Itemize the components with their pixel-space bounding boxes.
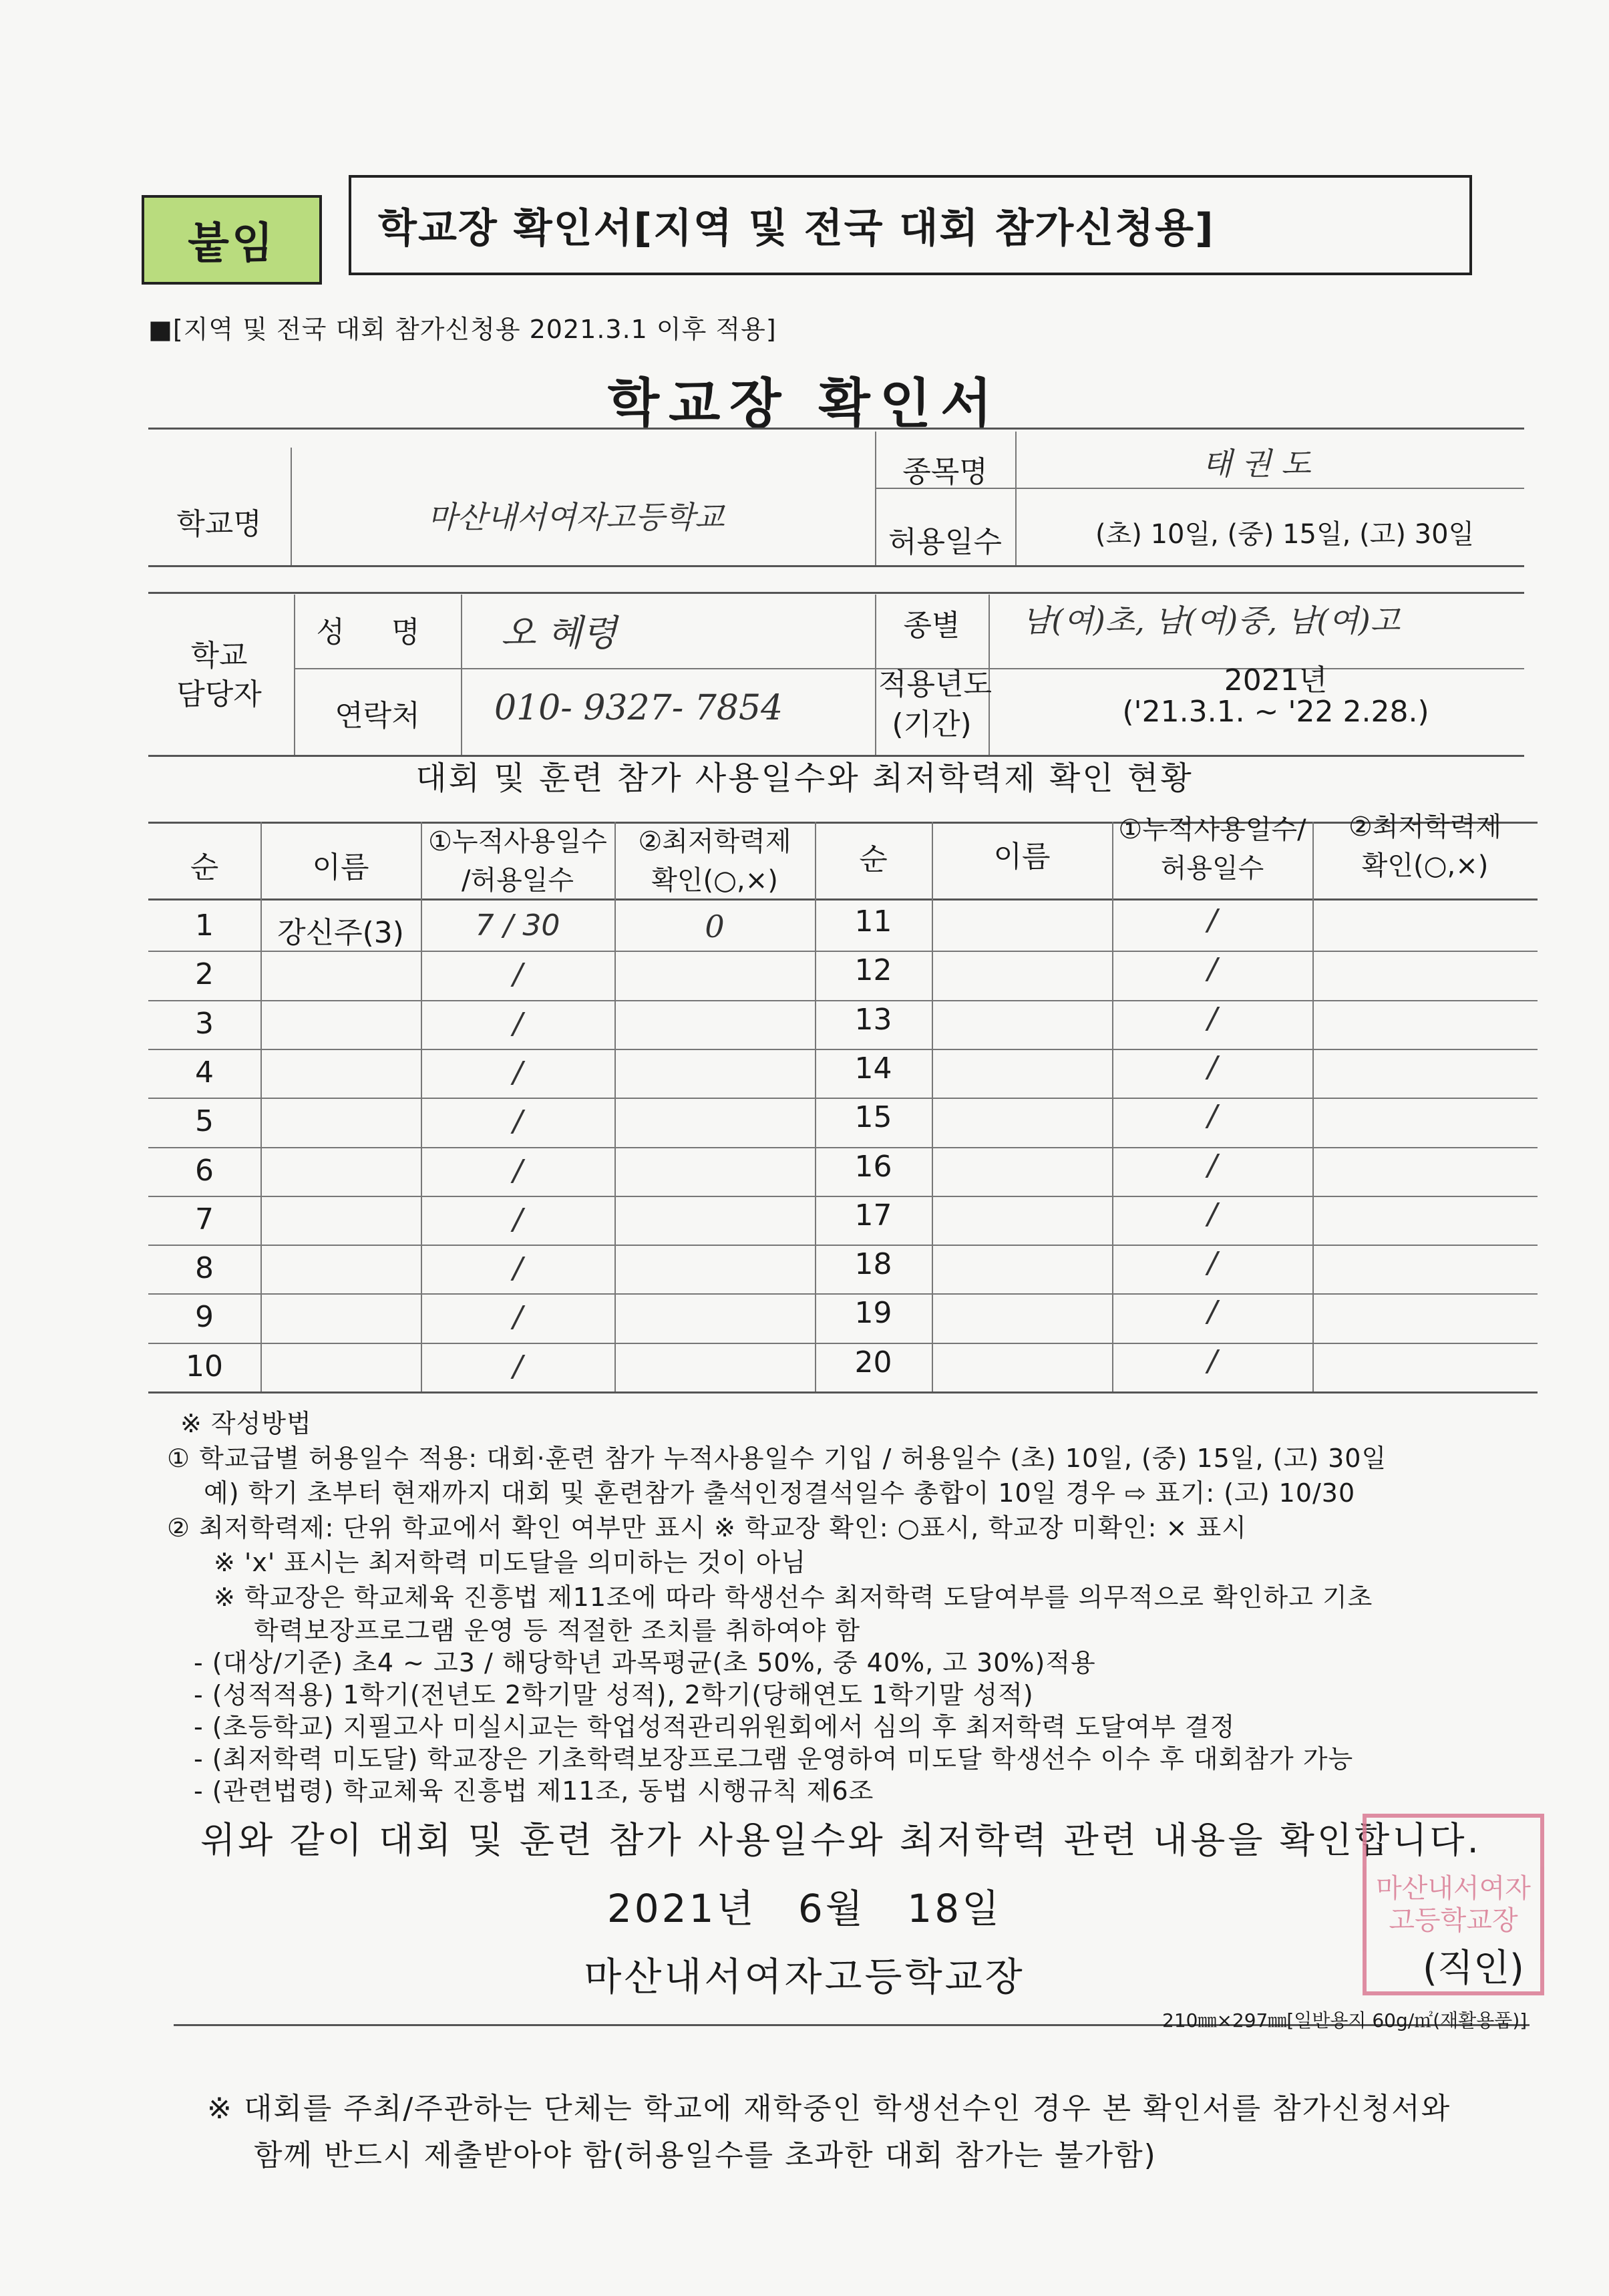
divider xyxy=(614,822,616,1391)
table-row-rule xyxy=(148,1049,1538,1050)
note-line: - (성적적용) 1학기(전년도 2학기말 성적), 2학기(당해연도 1학기말 성적) xyxy=(194,1680,1034,1709)
divider xyxy=(932,822,933,1391)
paper-spec: 210㎜×297㎜[일반용지 60g/㎡(재활용품)] xyxy=(1162,2009,1528,2031)
divider xyxy=(148,428,1524,430)
row-no: 16 xyxy=(854,1150,892,1184)
sport-label: 종목명 xyxy=(902,455,988,489)
row-no: 15 xyxy=(854,1100,892,1134)
row-no: 12 xyxy=(854,953,892,987)
confirm-text: 위와 같이 대회 및 훈련 참가 사용일수와 최저학력 관련 내용을 확인합니다. xyxy=(200,1819,1481,1861)
divider xyxy=(875,595,876,755)
sport-value: 태 권 도 xyxy=(1202,446,1311,482)
attachment-tag: 붙임 xyxy=(142,195,322,285)
note-line: 학력보장프로그램 운영 등 적절한 조치를 취하여야 함 xyxy=(254,1616,861,1645)
table-row-rule xyxy=(148,1245,1538,1246)
row-days: / xyxy=(1207,1295,1218,1329)
contact-value: 010- 9327- 7854 xyxy=(494,688,783,728)
table-row-rule xyxy=(148,1196,1538,1197)
header-no: 순 xyxy=(190,850,219,884)
row-no: 9 xyxy=(195,1300,214,1334)
year-label: (기간) xyxy=(892,707,972,742)
divider xyxy=(875,432,876,565)
note-line: ① 학교급별 허용일수 적용: 대회·훈련 참가 누적사용일수 기입 / 허용일수 (초) 10일, (중) 15일, (고) 30일 xyxy=(167,1444,1387,1473)
row-no: 13 xyxy=(854,1003,892,1037)
row-days: / xyxy=(512,1007,523,1041)
header-days: ①누적사용일수 xyxy=(428,826,607,857)
table-row-rule xyxy=(148,1293,1538,1295)
divider xyxy=(461,595,462,755)
note-line: ※ 학교장은 학교체육 진흥법 제11조에 따라 학생선수 최저학력 도달여부를 의무적으로 확인하고 기초 xyxy=(214,1583,1373,1612)
note-line: ※ 'x' 표시는 최저학력 미도달을 의미하는 것이 아님 xyxy=(214,1548,807,1577)
header-no-right: 순 xyxy=(859,842,888,876)
note-line: ② 최저학력제: 단위 학교에서 확인 여부만 표시 ※ 학교장 확인: ○표시, 학교장 미확인: × 표시 xyxy=(167,1513,1247,1542)
table-header-rule xyxy=(148,898,1538,900)
manager-name-value: 오 혜령 xyxy=(501,612,617,654)
row-days: / xyxy=(1207,1197,1218,1231)
header-min-right: 확인(○,×) xyxy=(1361,850,1489,881)
school-name-label: 학교명 xyxy=(176,507,262,541)
divider xyxy=(1015,432,1017,565)
issue-date: 2021년 6월 18일 xyxy=(606,1886,1003,1931)
row-days: / xyxy=(1207,1099,1218,1133)
header-name-right: 이름 xyxy=(993,840,1051,874)
divider xyxy=(294,595,295,755)
table-row-rule xyxy=(148,1098,1538,1099)
divider xyxy=(148,565,1524,567)
row-no: 18 xyxy=(854,1247,892,1281)
manager-label: 학교 xyxy=(190,639,248,673)
category-value: 남(여)초, 남(여)중, 남(여)고 xyxy=(1022,603,1401,639)
row-no: 17 xyxy=(854,1198,892,1233)
school-name-value: 마산내서여자고등학교 xyxy=(427,499,725,535)
row-days: / xyxy=(512,1202,523,1237)
row-no: 3 xyxy=(195,1007,214,1041)
row-days: / xyxy=(512,1300,523,1334)
header-name: 이름 xyxy=(312,850,369,884)
row-days: / xyxy=(1207,1001,1218,1035)
row-days: / xyxy=(512,1251,523,1285)
note-line: - (초등학교) 지필고사 미실시교는 학업성적관리위원회에서 심의 후 최저학력 도달여부 결정 xyxy=(194,1712,1236,1742)
table-bottom-rule xyxy=(148,1391,1538,1393)
footer-note: ※ 대회를 주최/주관하는 단체는 학교에 재학중인 학생선수인 경우 본 확인서를 참가신청서와 xyxy=(207,2092,1451,2126)
header-min-right: ②최저학력제 xyxy=(1348,812,1502,842)
row-days: / xyxy=(1207,1344,1218,1378)
sub-note: ■[지역 및 전국 대회 참가신청용 2021.3.1 이후 적용] xyxy=(148,315,777,344)
seal-mark: (직인) xyxy=(1423,1947,1524,1990)
header-days-right: ①누적사용일수/ xyxy=(1118,814,1306,845)
note-line: ※ 작성방법 xyxy=(180,1409,312,1438)
page-title: 학교장 확인서 xyxy=(607,373,1002,435)
row-days: 7 / 30 xyxy=(475,909,560,943)
manager-label: 담당자 xyxy=(176,677,262,711)
row-days: / xyxy=(1207,1050,1218,1084)
footer-note: 함께 반드시 제출받아야 함(허용일수를 초과한 대회 참가는 불가함) xyxy=(254,2138,1157,2172)
allowed-days-label: 허용일수 xyxy=(888,525,1002,559)
row-no: 6 xyxy=(195,1154,214,1188)
row-no: 19 xyxy=(854,1296,892,1330)
row-no: 1 xyxy=(195,909,214,943)
row-days: / xyxy=(512,1349,523,1383)
year-period: ('21.3.1. ~ '22 2.28.) xyxy=(1122,695,1429,729)
row-no: 10 xyxy=(186,1349,223,1383)
note-line: 예) 학기 초부터 현재까지 대회 및 훈련참가 출석인정결석일수 총합이 10일 경우 ⇨ 표기: (고) 10/30 xyxy=(204,1478,1356,1508)
year-label: 적용년도 xyxy=(878,667,993,701)
seal-text: 마산내서여자고등학교장 xyxy=(1376,1873,1531,1936)
row-name: 강신주(3) xyxy=(277,916,404,950)
row-days: / xyxy=(1207,952,1218,986)
row-no: 20 xyxy=(854,1345,892,1379)
header-min: 확인(○,×) xyxy=(651,865,778,896)
note-line: - (관련법령) 학교체육 진흥법 제11조, 동법 시행규칙 제6조 xyxy=(194,1776,874,1806)
note-line: - (대상/기준) 초4 ~ 고3 / 해당학년 과목평균(초 50%, 중 40%, 고 30%)적용 xyxy=(194,1648,1096,1677)
note-line: - (최저학력 미도달) 학교장은 기초학력보장프로그램 운영하여 미도달 학생선수 이수 후 대회참가 가능 xyxy=(194,1744,1354,1774)
divider xyxy=(148,592,1524,594)
row-days: / xyxy=(512,1104,523,1138)
header-days-right: 허용일수 xyxy=(1160,853,1264,884)
year-value: 2021년 xyxy=(1224,663,1328,697)
row-days: / xyxy=(512,1055,523,1090)
table-title: 대회 및 훈련 참가 사용일수와 최저학력제 확인 현황 xyxy=(415,760,1194,797)
row-no: 11 xyxy=(854,905,892,939)
row-no: 14 xyxy=(854,1051,892,1086)
row-no: 7 xyxy=(195,1202,214,1237)
header-days: /허용일수 xyxy=(461,865,574,896)
row-no: 2 xyxy=(195,957,214,991)
name-label: 성 명 xyxy=(316,615,439,649)
row-no: 4 xyxy=(195,1055,214,1090)
row-min: 0 xyxy=(705,909,725,945)
header-min: ②최저학력제 xyxy=(638,826,791,857)
allowed-days-value: (초) 10일, (중) 15일, (고) 30일 xyxy=(1095,519,1475,550)
contact-label: 연락처 xyxy=(335,699,420,733)
header-title: 학교장 확인서[지역 및 전국 대회 참가신청용] xyxy=(349,175,1472,275)
row-days: / xyxy=(512,1154,523,1188)
row-days: / xyxy=(1207,1148,1218,1182)
category-label: 종별 xyxy=(903,609,960,643)
table-row-rule xyxy=(148,1000,1538,1001)
row-days: / xyxy=(1207,903,1218,937)
table-row-rule xyxy=(148,1343,1538,1344)
divider xyxy=(1312,822,1314,1391)
table-row-rule xyxy=(148,1147,1538,1148)
row-no: 5 xyxy=(195,1104,214,1138)
row-days: / xyxy=(512,957,523,991)
divider xyxy=(291,448,292,565)
principal-name: 마산내서여자고등학교장 xyxy=(584,1954,1025,1999)
row-no: 8 xyxy=(195,1251,214,1285)
row-days: / xyxy=(1207,1246,1218,1280)
divider xyxy=(260,822,262,1391)
